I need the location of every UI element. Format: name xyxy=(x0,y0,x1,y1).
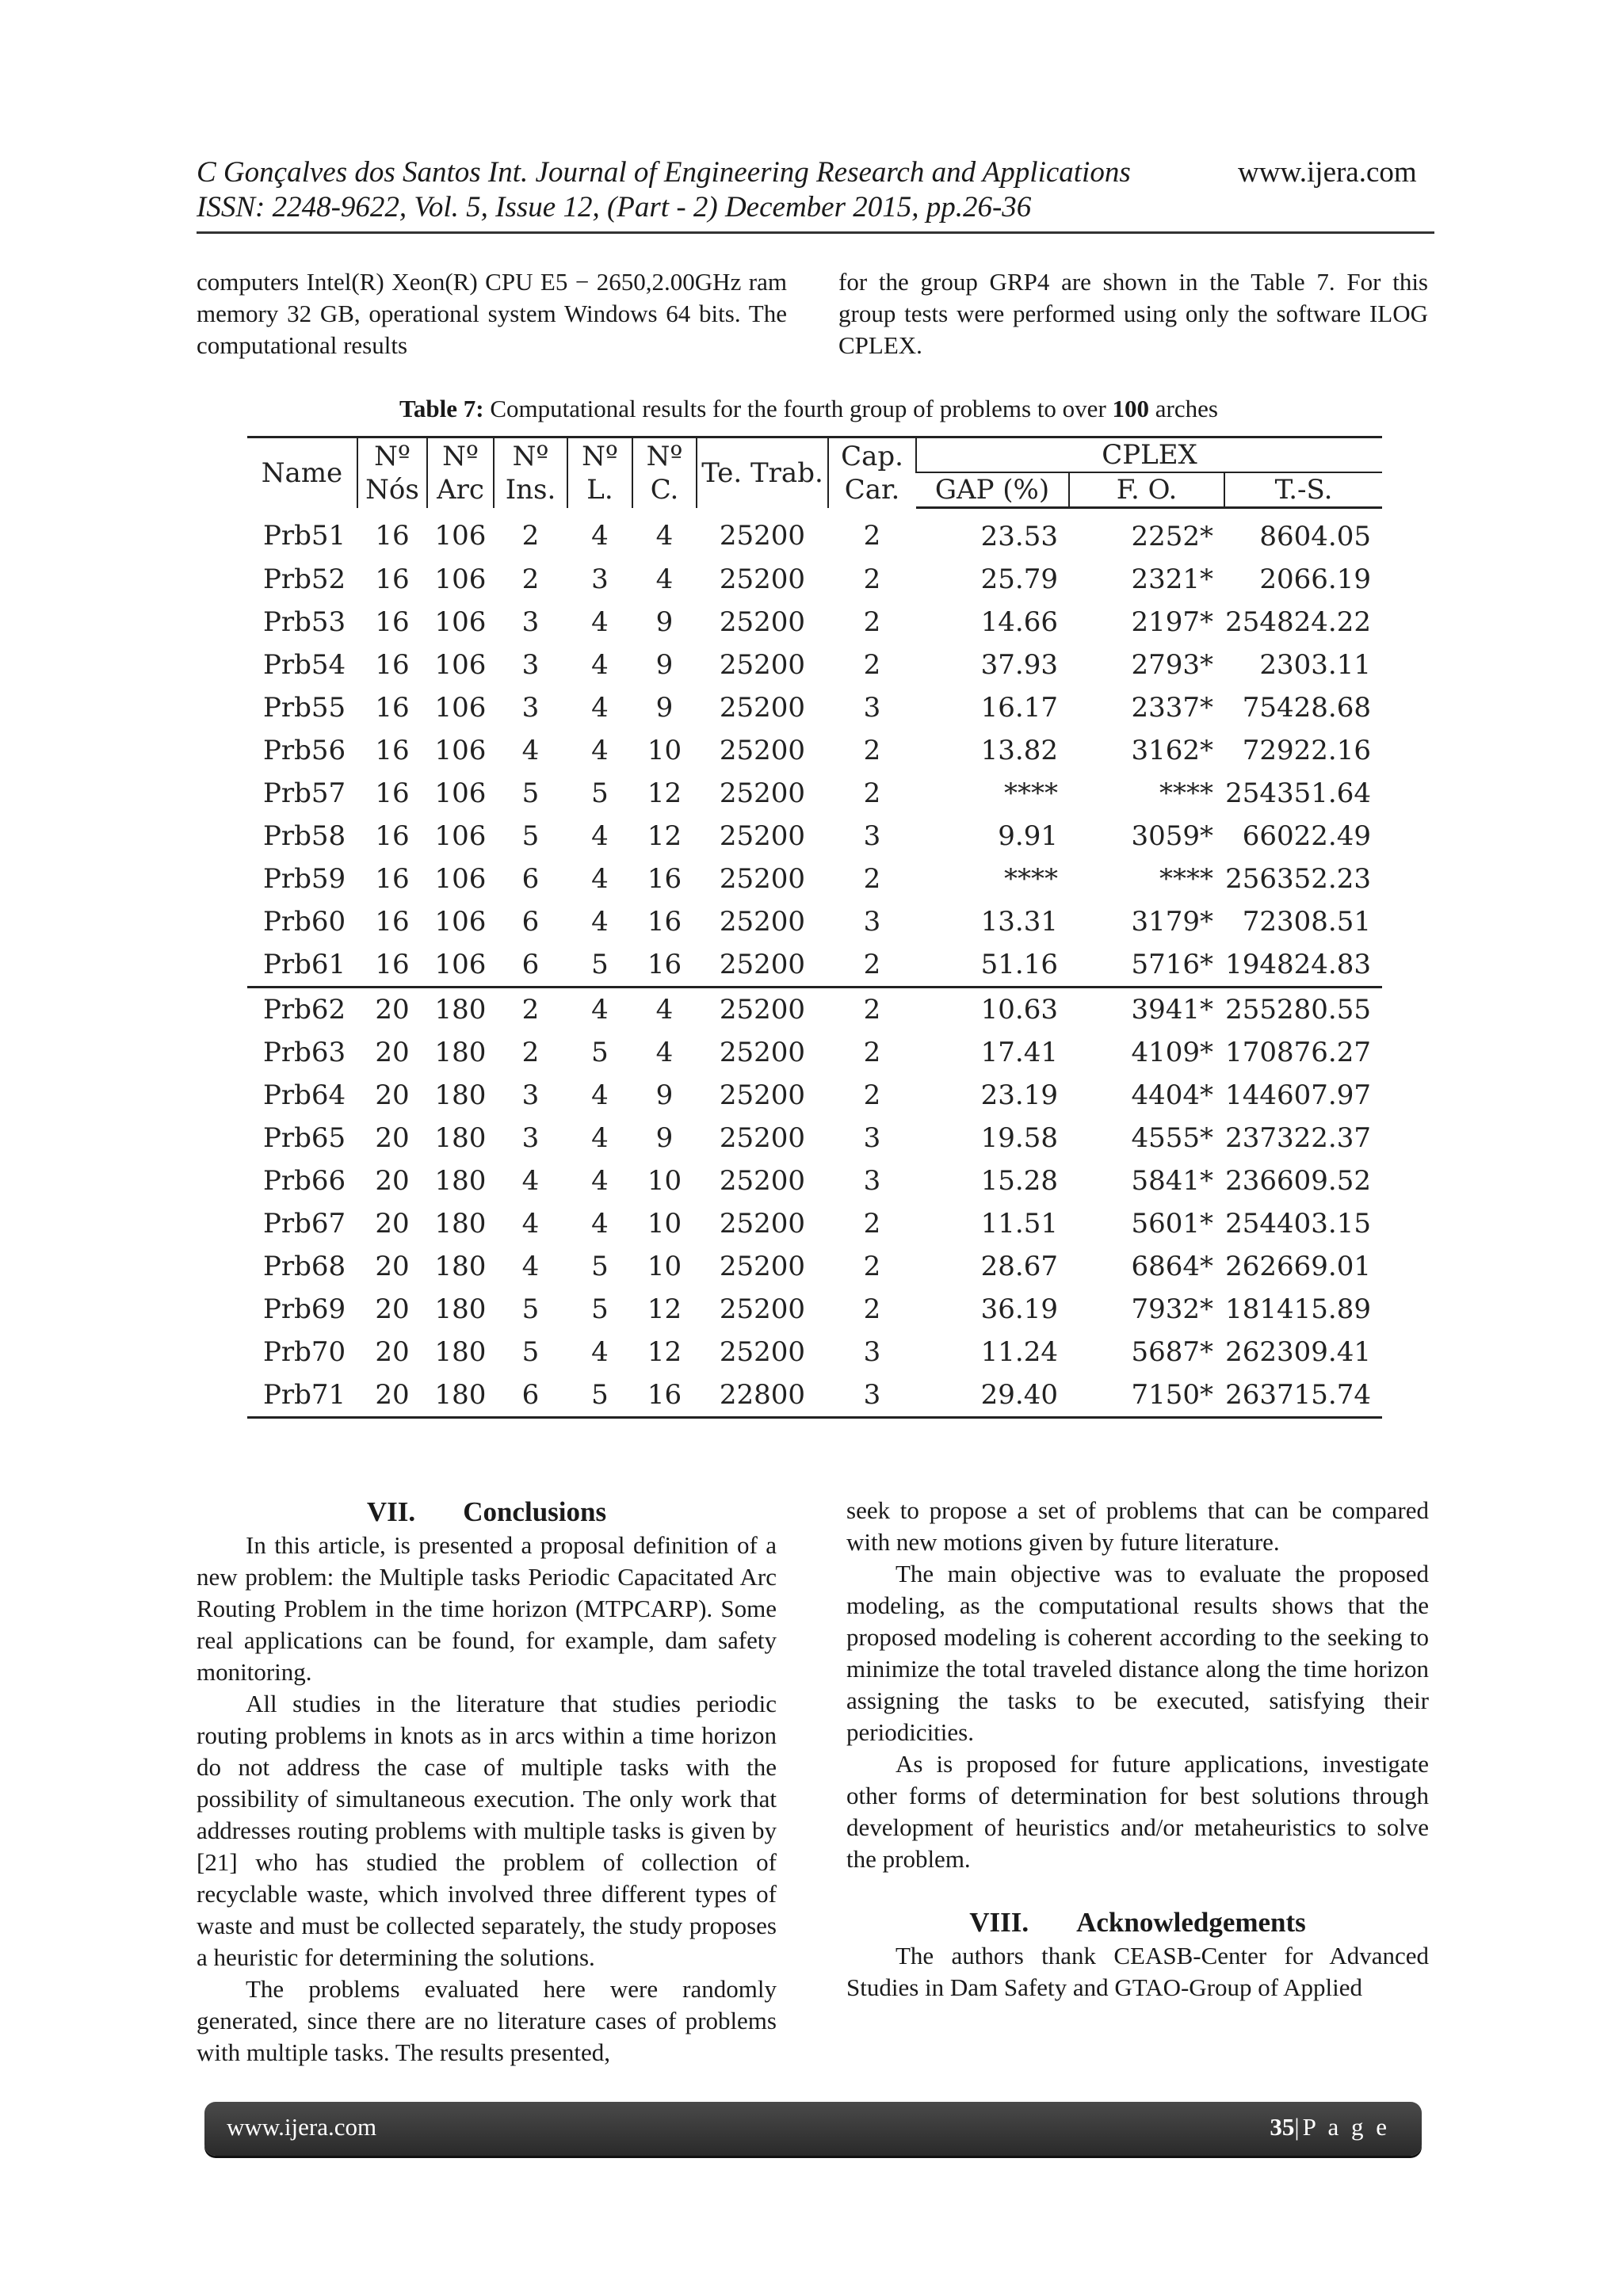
cell-arc: 106 xyxy=(434,906,487,938)
cell-ts: 237322.37 xyxy=(1225,1122,1371,1154)
cell-cap: 2 xyxy=(863,1079,881,1111)
cell-c: 16 xyxy=(632,1373,697,1418)
cell-name: Prb71 xyxy=(247,1373,357,1418)
cell-l: 5 xyxy=(591,949,609,980)
cell-name: Prb55 xyxy=(263,692,346,724)
cell-trab: 25200 xyxy=(697,988,828,1032)
conclusions-number: VII. xyxy=(366,1496,416,1527)
cell-name: Prb64 xyxy=(263,1079,346,1111)
journal-title: C Gonçalves dos Santos Int. Journal of Engineering Research and Applications xyxy=(197,156,1131,189)
header-l: Nº L. xyxy=(567,437,632,508)
cell-fo: **** xyxy=(1159,777,1213,809)
conclusions-paragraph-3: The problems evaluated here were randomly generated, since there are no literature cases of problems with multiple tasks. The results presented, xyxy=(197,1975,777,2066)
header-arc: Nº Arc xyxy=(427,437,494,508)
cell-c: 10 xyxy=(647,1251,682,1282)
cell-arc: 180 xyxy=(434,1037,487,1068)
cell-fo: 6864* xyxy=(1131,1251,1213,1282)
cell-cap: 2 xyxy=(863,1293,881,1325)
results-table xyxy=(247,436,1382,1419)
cell-name: Prb58 xyxy=(263,820,346,852)
cell-c: 12 xyxy=(647,777,682,809)
cell-cap: 2 xyxy=(863,563,881,595)
intro-right-paragraph: for the group GRP4 are shown in the Table 7. For this group tests were performed using only the software ILOG CPLEX. xyxy=(838,268,1428,359)
table-row xyxy=(247,686,1382,729)
cell-ins: 5 xyxy=(521,820,540,852)
table-row xyxy=(247,943,1382,988)
cell-gap: 25.79 xyxy=(980,563,1058,595)
cell-c: 12 xyxy=(647,820,682,852)
cell-l: 5 xyxy=(567,1373,632,1418)
cell-ts: 254824.22 xyxy=(1225,606,1371,638)
cell-name: Prb65 xyxy=(263,1122,346,1154)
cell-ts: 262669.01 xyxy=(1225,1251,1371,1282)
cell-c: 10 xyxy=(647,1208,682,1240)
cell-fo: 3059* xyxy=(1131,820,1213,852)
cell-l: 4 xyxy=(591,863,609,895)
table-caption-text: Computational results for the fourth group of problems to over xyxy=(490,395,1106,422)
cell-trab: 25200 xyxy=(719,606,806,638)
cell-arc: 180 xyxy=(434,1208,487,1240)
cell-cap: 3 xyxy=(863,1122,881,1154)
cell-gap: **** xyxy=(1004,777,1058,809)
cell-name: Prb52 xyxy=(263,563,346,595)
cell-ts: 263715.74 xyxy=(1224,1373,1382,1418)
cell-ins: 3 xyxy=(521,692,540,724)
cell-trab: 25200 xyxy=(719,777,806,809)
cell-ins: 4 xyxy=(521,1208,540,1240)
acknowledgements-number: VIII. xyxy=(969,1907,1029,1938)
cell-fo: 3941* xyxy=(1069,988,1224,1032)
cell-ins: 2 xyxy=(521,563,540,595)
cell-cap: 2 xyxy=(863,949,881,980)
cell-l: 4 xyxy=(591,735,609,766)
cell-gap: 28.67 xyxy=(980,1251,1058,1282)
cell-nos: 20 xyxy=(375,1122,410,1154)
header-trab: Te. Trab. xyxy=(697,437,828,508)
cell-arc: 180 xyxy=(427,988,494,1032)
conclusions-column xyxy=(197,1495,777,2069)
cell-arc: 106 xyxy=(434,777,487,809)
cell-gap: 29.40 xyxy=(916,1373,1069,1418)
table-row xyxy=(247,1288,1382,1331)
cell-c: 4 xyxy=(632,988,697,1032)
conclusions-paragraph-6: As is proposed for future applications, investigate other forms of determination for best solutions through development of heuristics and/or metaheuristics to solve the problem. xyxy=(846,1750,1429,1873)
cell-cap: 3 xyxy=(863,692,881,724)
cell-cap: 2 xyxy=(863,1251,881,1282)
cell-ins: 5 xyxy=(521,1336,540,1368)
cell-gap: 10.63 xyxy=(916,988,1069,1032)
cell-nos: 16 xyxy=(375,906,410,938)
table-row xyxy=(247,988,1382,1032)
table-row xyxy=(247,508,1382,559)
cell-cap: 2 xyxy=(863,735,881,766)
cell-ts: 66022.49 xyxy=(1242,820,1371,852)
cell-c: 10 xyxy=(647,735,682,766)
cell-l: 4 xyxy=(591,520,609,552)
cell-ts: 236609.52 xyxy=(1225,1165,1371,1197)
cell-trab: 25200 xyxy=(719,1037,806,1068)
cell-arc: 106 xyxy=(434,820,487,852)
cell-ts: 2066.19 xyxy=(1259,563,1371,595)
header-c: Nº C. xyxy=(632,437,697,508)
cell-ins: 6 xyxy=(521,949,540,980)
cell-gap: 37.93 xyxy=(980,649,1058,681)
header-ins: Nº Ins. xyxy=(494,437,567,508)
table-caption xyxy=(197,393,1421,425)
cell-nos: 16 xyxy=(375,863,410,895)
cell-nos: 16 xyxy=(375,606,410,638)
cell-arc: 180 xyxy=(434,1251,487,1282)
cell-fo: 2337* xyxy=(1131,692,1213,724)
conclusions-heading xyxy=(197,1495,777,1530)
cell-gap: 36.19 xyxy=(980,1293,1058,1325)
table-caption-tail: arches xyxy=(1155,395,1218,422)
cell-l: 4 xyxy=(591,692,609,724)
cell-arc: 180 xyxy=(427,1373,494,1418)
cell-l: 4 xyxy=(591,649,609,681)
table-row xyxy=(247,558,1382,601)
cell-nos: 16 xyxy=(375,692,410,724)
issue-info: ISSN: 2248-9622, Vol. 5, Issue 12, (Part - 2) December 2015, pp.26-36 xyxy=(197,191,1032,223)
cell-trab: 25200 xyxy=(719,1251,806,1282)
table-caption-number: 100 xyxy=(1112,395,1150,422)
cell-c: 9 xyxy=(655,1122,674,1154)
cell-ts: 255280.55 xyxy=(1224,988,1382,1032)
cell-ins: 3 xyxy=(521,606,540,638)
cell-trab: 25200 xyxy=(719,649,806,681)
header-rule xyxy=(197,231,1434,234)
cell-ins: 4 xyxy=(521,1251,540,1282)
cell-c: 9 xyxy=(655,692,674,724)
cell-trab: 25200 xyxy=(719,1122,806,1154)
cell-gap: 23.53 xyxy=(980,521,1058,552)
cell-nos: 16 xyxy=(375,520,410,552)
header-website: www.ijera.com xyxy=(1238,156,1417,189)
table-row xyxy=(247,1074,1382,1117)
cell-fo: 5687* xyxy=(1131,1336,1213,1368)
cell-arc: 106 xyxy=(434,563,487,595)
cell-ins: 4 xyxy=(521,1165,540,1197)
cell-l: 4 xyxy=(567,988,632,1032)
cell-trab: 25200 xyxy=(719,949,806,980)
cell-fo: **** xyxy=(1159,863,1213,895)
page-footer xyxy=(204,2102,1422,2156)
cell-ins: 2 xyxy=(521,520,540,552)
cell-cap: 3 xyxy=(863,906,881,938)
cell-fo: 2321* xyxy=(1131,563,1213,595)
cell-fo: 3179* xyxy=(1131,906,1213,938)
cell-name: Prb62 xyxy=(247,988,357,1032)
footer-website: www.ijera.com xyxy=(227,2113,377,2141)
cell-trab: 25200 xyxy=(719,1336,806,1368)
cell-nos: 20 xyxy=(375,1165,410,1197)
cell-arc: 106 xyxy=(434,606,487,638)
cell-arc: 106 xyxy=(434,863,487,895)
cell-fo: 3162* xyxy=(1131,735,1213,766)
cell-gap: 13.82 xyxy=(980,735,1058,766)
cell-l: 5 xyxy=(591,777,609,809)
page-number-value: 35 xyxy=(1270,2113,1295,2141)
cell-ins: 6 xyxy=(494,1373,567,1418)
cell-arc: 180 xyxy=(434,1165,487,1197)
cell-l: 4 xyxy=(591,906,609,938)
table-row xyxy=(247,729,1382,772)
cell-arc: 180 xyxy=(434,1079,487,1111)
table-row xyxy=(247,1202,1382,1245)
cell-nos: 16 xyxy=(375,563,410,595)
cell-cap: 3 xyxy=(863,1336,881,1368)
cell-fo: 2252* xyxy=(1131,521,1213,552)
conclusions-paragraph-5: The main objective was to evaluate the proposed modeling, as the computational results shows that the proposed modeling is coherent according to the seeking to minimize the total traveled distance along the time horizon assigning the tasks to be executed, satisfying their periodicities. xyxy=(846,1560,1429,1746)
cell-ts: 144607.97 xyxy=(1225,1079,1371,1111)
cell-name: Prb60 xyxy=(263,906,346,938)
cell-ts: 8604.05 xyxy=(1259,521,1371,552)
cell-fo: 2197* xyxy=(1131,606,1213,638)
cell-trab: 25200 xyxy=(719,1293,806,1325)
cell-gap: 15.28 xyxy=(980,1165,1058,1197)
cell-trab: 25200 xyxy=(719,692,806,724)
cell-c: 9 xyxy=(655,606,674,638)
cell-gap: **** xyxy=(1004,863,1058,895)
header-cplex: CPLEX xyxy=(916,437,1382,473)
cell-name: Prb54 xyxy=(263,649,346,681)
header-gap: GAP (%) xyxy=(916,472,1069,508)
header-nos: Nº Nós xyxy=(357,437,427,508)
cell-ts: 181415.89 xyxy=(1225,1293,1371,1325)
cell-name: Prb61 xyxy=(263,949,346,980)
cell-ins: 5 xyxy=(521,1293,540,1325)
table-row xyxy=(247,1117,1382,1159)
cell-gap: 17.41 xyxy=(980,1037,1058,1068)
cell-name: Prb63 xyxy=(263,1037,346,1068)
cell-ins: 2 xyxy=(494,988,567,1032)
cell-nos: 16 xyxy=(375,649,410,681)
cell-ins: 6 xyxy=(521,906,540,938)
header-cap: Cap. Car. xyxy=(828,437,916,508)
cell-arc: 180 xyxy=(434,1336,487,1368)
cell-nos: 20 xyxy=(357,1373,427,1418)
cell-name: Prb56 xyxy=(263,735,346,766)
cell-nos: 20 xyxy=(375,1336,410,1368)
cell-arc: 106 xyxy=(434,649,487,681)
cell-trab: 22800 xyxy=(697,1373,828,1418)
acknowledgements-title: Acknowledgements xyxy=(1076,1907,1306,1938)
cell-trab: 25200 xyxy=(719,563,806,595)
cell-nos: 20 xyxy=(375,1293,410,1325)
cell-gap: 16.17 xyxy=(980,692,1058,724)
cell-name: Prb53 xyxy=(263,606,346,638)
cell-ins: 3 xyxy=(521,1079,540,1111)
conclusions-paragraph-1: In this article, is presented a proposal definition of a new problem: the Multiple tasks Periodic Capacitated Arc Routing Problem in the time horizon (MTPCARP). Some real applications can be found, for example, dam safety monitoring. xyxy=(197,1531,777,1686)
table-caption-label: Table 7: xyxy=(399,395,484,422)
cell-ins: 2 xyxy=(521,1037,540,1068)
cell-trab: 25200 xyxy=(719,735,806,766)
table-row xyxy=(247,1245,1382,1288)
cell-c: 12 xyxy=(647,1336,682,1368)
cell-cap: 2 xyxy=(863,777,881,809)
cell-arc: 106 xyxy=(434,692,487,724)
cell-gap: 11.24 xyxy=(980,1336,1058,1368)
conclusions-paragraph-2: All studies in the literature that studies periodic routing problems in knots as in arcs within a time horizon do not address the case of multiple tasks with the possibility of simultaneous execution. The only work that addresses routing problems with multiple tasks is given by [21] who has studied the problem of collection of recyclable waste, which involved three different types of waste and must be collected separately, the study proposes a heuristic for determining the solutions. xyxy=(197,1690,777,1971)
cell-ts: 2303.11 xyxy=(1259,649,1371,681)
cell-nos: 20 xyxy=(375,1251,410,1282)
cell-l: 4 xyxy=(591,606,609,638)
table-row xyxy=(247,1159,1382,1202)
cell-gap: 23.19 xyxy=(980,1079,1058,1111)
cell-gap: 14.66 xyxy=(980,606,1058,638)
cell-name: Prb51 xyxy=(263,520,346,552)
cell-nos: 16 xyxy=(375,949,410,980)
cell-c: 4 xyxy=(655,520,674,552)
cell-nos: 16 xyxy=(375,820,410,852)
right-column xyxy=(846,1495,1429,2004)
cell-name: Prb68 xyxy=(263,1251,346,1282)
cell-c: 4 xyxy=(655,1037,674,1068)
cell-arc: 106 xyxy=(434,735,487,766)
cell-arc: 106 xyxy=(434,520,487,552)
table-row xyxy=(247,644,1382,686)
cell-trab: 25200 xyxy=(719,1079,806,1111)
cell-ts: 72922.16 xyxy=(1242,735,1371,766)
cell-ts: 256352.23 xyxy=(1225,863,1371,895)
cell-cap: 3 xyxy=(863,820,881,852)
cell-fo: 7150* xyxy=(1069,1373,1224,1418)
intro-left-paragraph: computers Intel(R) Xeon(R) CPU E5 − 2650,2.00GHz ram memory 32 GB, operational system Windows 64 bits. The computational results xyxy=(197,268,787,359)
table-row xyxy=(247,601,1382,644)
cell-ins: 5 xyxy=(521,777,540,809)
cell-l: 4 xyxy=(591,1208,609,1240)
cell-arc: 180 xyxy=(434,1293,487,1325)
conclusions-title: Conclusions xyxy=(463,1496,607,1527)
cell-ts: 170876.27 xyxy=(1225,1037,1371,1068)
cell-c: 16 xyxy=(647,949,682,980)
cell-cap: 2 xyxy=(863,863,881,895)
cell-cap: 2 xyxy=(863,649,881,681)
cell-ts: 194824.83 xyxy=(1225,949,1371,980)
cell-name: Prb66 xyxy=(263,1165,346,1197)
cell-cap: 3 xyxy=(863,1165,881,1197)
cell-fo: 7932* xyxy=(1131,1293,1213,1325)
cell-l: 3 xyxy=(591,563,609,595)
cell-gap: 13.31 xyxy=(980,906,1058,938)
cell-trab: 25200 xyxy=(719,820,806,852)
cell-l: 4 xyxy=(591,820,609,852)
cell-nos: 16 xyxy=(375,735,410,766)
cell-l: 5 xyxy=(591,1293,609,1325)
cell-nos: 20 xyxy=(357,988,427,1032)
cell-cap: 3 xyxy=(828,1373,916,1418)
cell-l: 4 xyxy=(591,1122,609,1154)
cell-l: 4 xyxy=(591,1336,609,1368)
cell-c: 9 xyxy=(655,649,674,681)
cell-cap: 2 xyxy=(828,988,916,1032)
cell-nos: 16 xyxy=(375,777,410,809)
cell-c: 4 xyxy=(655,563,674,595)
cell-trab: 25200 xyxy=(719,1208,806,1240)
header-ts: T.-S. xyxy=(1224,472,1382,508)
cell-name: Prb69 xyxy=(263,1293,346,1325)
table-row xyxy=(247,815,1382,858)
cell-gap: 19.58 xyxy=(980,1122,1058,1154)
acknowledgements-heading xyxy=(846,1905,1429,1940)
cell-trab: 25200 xyxy=(719,1165,806,1197)
cell-name: Prb57 xyxy=(263,777,346,809)
cell-arc: 106 xyxy=(434,949,487,980)
cell-trab: 25200 xyxy=(719,906,806,938)
cell-l: 4 xyxy=(591,1079,609,1111)
cell-ins: 3 xyxy=(521,1122,540,1154)
table-body xyxy=(247,508,1382,1418)
page-number xyxy=(1270,2113,1390,2141)
cell-ts: 72308.51 xyxy=(1242,906,1371,938)
table-row xyxy=(247,1331,1382,1373)
cell-gap: 9.91 xyxy=(998,820,1058,852)
cell-ts: 254403.15 xyxy=(1225,1208,1371,1240)
cell-ts: 262309.41 xyxy=(1225,1336,1371,1368)
cell-fo: 4404* xyxy=(1131,1079,1213,1111)
cell-cap: 2 xyxy=(863,606,881,638)
cell-l: 5 xyxy=(591,1251,609,1282)
cell-fo: 4109* xyxy=(1131,1037,1213,1068)
cell-fo: 5601* xyxy=(1131,1208,1213,1240)
cell-l: 5 xyxy=(591,1037,609,1068)
cell-trab: 25200 xyxy=(719,863,806,895)
cell-ts: 75428.68 xyxy=(1242,692,1371,724)
cell-ins: 3 xyxy=(521,649,540,681)
cell-name: Prb67 xyxy=(263,1208,346,1240)
cell-cap: 2 xyxy=(863,520,881,552)
cell-c: 16 xyxy=(647,906,682,938)
cell-name: Prb59 xyxy=(263,863,346,895)
header-fo: F. O. xyxy=(1069,472,1224,508)
cell-c: 12 xyxy=(647,1293,682,1325)
table-row xyxy=(247,1373,1382,1418)
cell-c: 9 xyxy=(655,1079,674,1111)
cell-fo: 2793* xyxy=(1131,649,1213,681)
header-name: Name xyxy=(247,437,357,508)
cell-fo: 5841* xyxy=(1131,1165,1213,1197)
table-row xyxy=(247,858,1382,900)
cell-name: Prb70 xyxy=(263,1336,346,1368)
cell-arc: 180 xyxy=(434,1122,487,1154)
conclusions-paragraph-4: seek to propose a set of problems that can be compared with new motions given by future literature. xyxy=(846,1496,1429,1556)
cell-cap: 2 xyxy=(863,1208,881,1240)
page-label: |P a g e xyxy=(1294,2113,1390,2141)
cell-fo: 5716* xyxy=(1131,949,1213,980)
cell-ts: 254351.64 xyxy=(1225,777,1371,809)
cell-ins: 4 xyxy=(521,735,540,766)
table-row xyxy=(247,772,1382,815)
cell-ins: 6 xyxy=(521,863,540,895)
cell-gap: 11.51 xyxy=(980,1208,1058,1240)
table-row xyxy=(247,900,1382,943)
table-row xyxy=(247,1031,1382,1074)
cell-trab: 25200 xyxy=(719,520,806,552)
cell-gap: 51.16 xyxy=(980,949,1058,980)
cell-l: 4 xyxy=(591,1165,609,1197)
cell-c: 16 xyxy=(647,863,682,895)
cell-cap: 2 xyxy=(863,1037,881,1068)
cell-nos: 20 xyxy=(375,1079,410,1111)
acknowledgements-paragraph: The authors thank CEASB-Center for Advanced Studies in Dam Safety and GTAO-Group of Applied xyxy=(846,1942,1429,2001)
cell-nos: 20 xyxy=(375,1208,410,1240)
cell-nos: 20 xyxy=(375,1037,410,1068)
cell-fo: 4555* xyxy=(1131,1122,1213,1154)
cell-c: 10 xyxy=(647,1165,682,1197)
